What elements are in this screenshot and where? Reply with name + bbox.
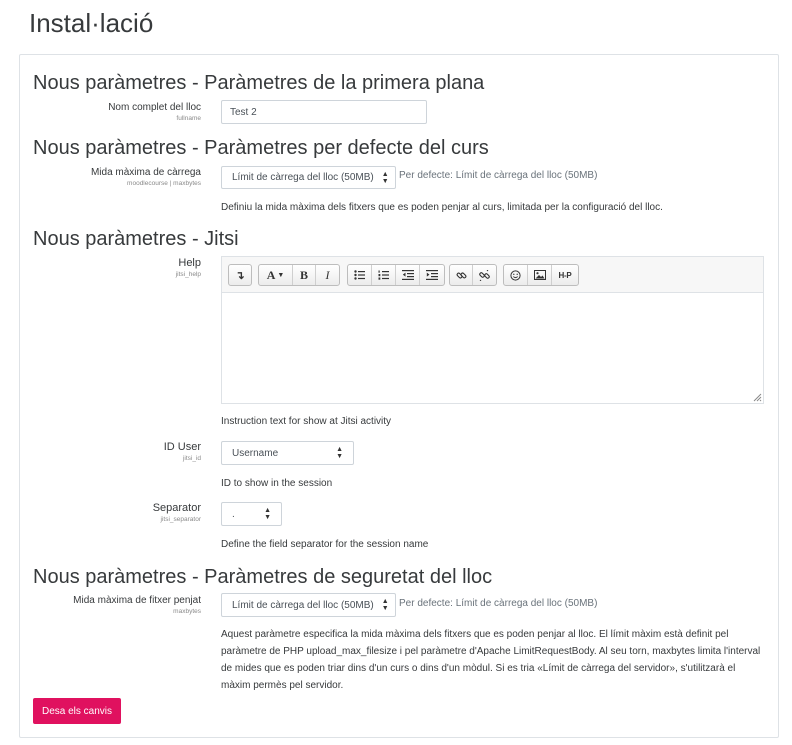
editor-toolbar — [221, 256, 764, 292]
outdent-button[interactable] — [396, 265, 420, 285]
image-icon — [534, 270, 546, 280]
ordered-list-button[interactable] — [372, 265, 396, 285]
link-button[interactable] — [450, 265, 473, 285]
section-heading-frontpage: Nous paràmetres - Paràmetres de la primera plana — [33, 72, 485, 94]
jitsi-separator-select[interactable] — [221, 502, 282, 526]
jitsi-help-label: Help — [178, 257, 201, 269]
fullname-label-group — [108, 101, 201, 123]
maxbytes-site-label-group — [73, 594, 201, 616]
toolbar-group-media — [503, 264, 579, 286]
image-button[interactable] — [528, 265, 552, 285]
font-color-button[interactable] — [259, 265, 293, 285]
maxbytes-course-label: Mida màxima de càrrega — [90, 167, 201, 178]
unordered-list-icon — [354, 270, 365, 280]
jitsi-id-key: jitsi_id — [182, 455, 201, 462]
font-color-icon: A — [266, 267, 276, 282]
jitsi-id-selected: Username — [232, 447, 279, 459]
toolbar-group-collapse — [228, 264, 252, 286]
jitsi-separator-label: Separator — [152, 502, 201, 514]
emoticon-button[interactable] — [504, 265, 528, 285]
select-caret-icon: ▲ ▼ — [381, 598, 389, 612]
fullname-key: fullname — [176, 115, 201, 122]
maxbytes-site-selected: Límit de càrrega del lloc (50MB) — [232, 599, 374, 611]
dropdown-caret-icon: ▼ — [277, 271, 285, 279]
maxbytes-course-key: moodlecourse | maxbytes — [127, 180, 201, 187]
collapse-button[interactable] — [229, 265, 251, 285]
collapse-icon: ↴ — [235, 269, 245, 282]
resize-handle-icon[interactable] — [752, 392, 762, 402]
jitsi-separator-label-group — [153, 502, 201, 524]
section-heading-security: Nous paràmetres - Paràmetres de seguretat del lloc — [33, 566, 493, 588]
unlink-icon — [479, 270, 490, 281]
bold-icon: B — [299, 267, 308, 282]
unlink-button[interactable] — [473, 265, 496, 285]
jitsi-separator-description: Define the field separator for the session name — [221, 539, 429, 550]
h5p-icon: H-P — [558, 270, 572, 280]
jitsi-id-label: ID User — [163, 441, 201, 453]
jitsi-help-label-group — [176, 257, 201, 279]
page-title: Instal·lació — [29, 8, 154, 38]
maxbytes-course-description: Definiu la mida màxima dels fitxers que es poden penjar al curs, limitada per la configuració del lloc. — [221, 202, 663, 213]
maxbytes-course-default: Per defecte: Límit de càrrega del lloc (50MB) — [399, 170, 598, 181]
toolbar-group-lists — [347, 264, 445, 286]
maxbytes-site-description: Aquest paràmetre especifica la mida màxima dels fitxers que es poden penjar al lloc. El límit màxim està definit pel paràmetre de PHP upload_max_filesize i pel paràmetre d'Apache LimitRequestBody. Al seu torn, maxbytes limita l'interval de mides que es poden triar dins d'un curs o dins d'un mòdul. Si es tria «Límit de càrrega del servidor», s'utilitzarà el màxim permès pel servidor. — [221, 629, 761, 691]
maxbytes-site-key: maxbytes — [173, 608, 201, 615]
jitsi-separator-selected: . — [232, 508, 235, 520]
select-caret-icon: ▲ ▼ — [381, 170, 389, 185]
select-caret-icon: ▲ ▼ — [336, 446, 343, 460]
fullname-input[interactable] — [221, 100, 427, 124]
maxbytes-site-label: Mida màxima de fitxer penjat — [73, 595, 201, 606]
select-caret-icon: ▲ ▼ — [264, 507, 271, 521]
h5p-button[interactable] — [552, 265, 578, 285]
indent-icon — [426, 270, 438, 280]
link-icon — [456, 270, 467, 281]
maxbytes-course-label-group — [91, 166, 201, 188]
section-heading-jitsi: Nous paràmetres - Jitsi — [33, 228, 239, 250]
toolbar-group-links — [449, 264, 497, 286]
indent-button[interactable] — [420, 265, 444, 285]
jitsi-id-select[interactable] — [221, 441, 354, 465]
maxbytes-course-selected: Límit de càrrega del lloc (50MB) — [232, 172, 374, 183]
jitsi-id-description: ID to show in the session — [221, 478, 333, 489]
fullname-label: Nom complet del lloc — [108, 102, 201, 113]
maxbytes-site-select[interactable] — [221, 593, 396, 617]
toolbar-group-style — [258, 264, 340, 286]
ordered-list-icon — [378, 270, 389, 280]
emoticon-icon — [510, 270, 521, 281]
help-editor-textarea[interactable] — [221, 292, 764, 404]
section-heading-course: Nous paràmetres - Paràmetres per defecte del curs — [33, 137, 489, 159]
italic-button[interactable] — [316, 265, 339, 285]
italic-icon: I — [325, 267, 330, 282]
jitsi-id-label-group — [164, 441, 201, 463]
save-changes-button[interactable]: Desa els canvis — [33, 698, 121, 724]
maxbytes-site-default: Per defecte: Límit de càrrega del lloc (50MB) — [399, 598, 598, 609]
outdent-icon — [402, 270, 414, 280]
jitsi-help-description: Instruction text for show at Jitsi activity — [221, 416, 392, 427]
jitsi-help-key: jitsi_help — [175, 271, 201, 278]
unordered-list-button[interactable] — [348, 265, 372, 285]
maxbytes-course-select[interactable] — [221, 166, 396, 189]
bold-button[interactable] — [293, 265, 316, 285]
jitsi-separator-key: jitsi_separator — [160, 516, 201, 523]
